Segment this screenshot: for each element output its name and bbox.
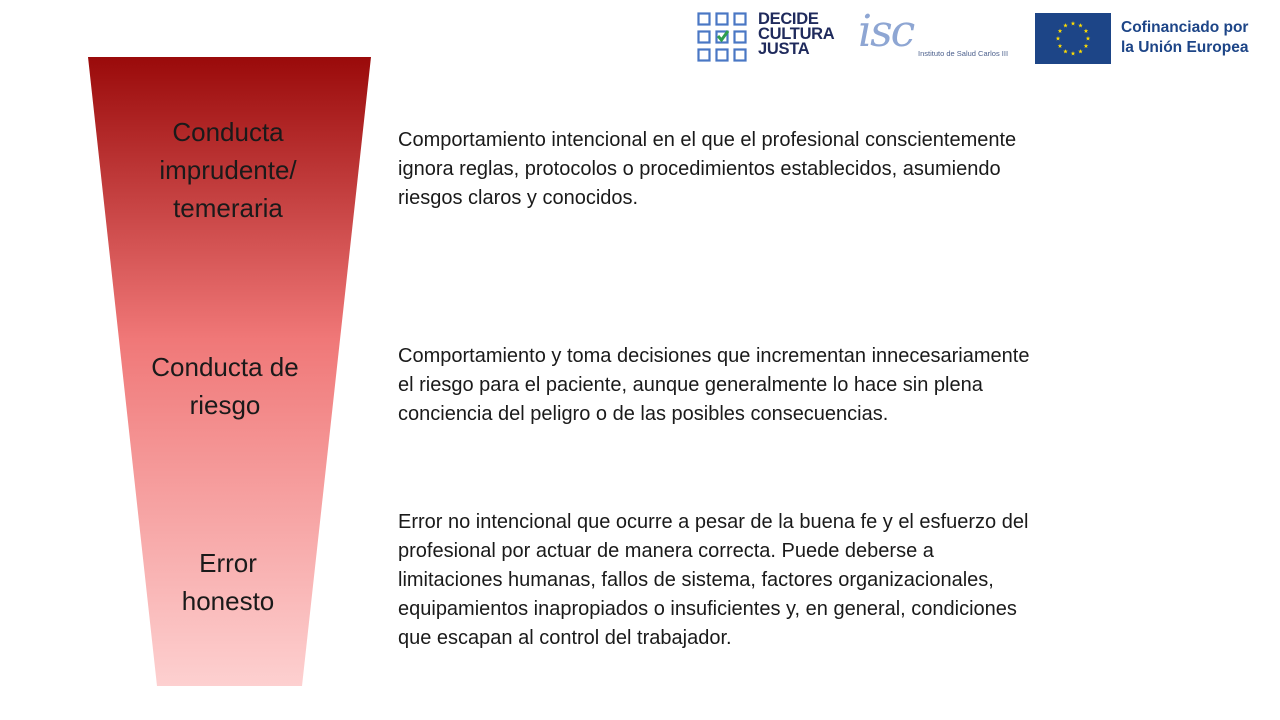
level-label-line: Conducta: [172, 117, 284, 147]
description-line: limitaciones humanas, fallos de sistema, factores organizacionales,: [398, 569, 994, 591]
description-line: ignora reglas, protocolos o procedimientos establecidos, asumiendo: [398, 158, 1001, 180]
description-line: riesgos claros y conocidos.: [398, 187, 639, 209]
description-line: Error no intencional que ocurre a pesar de la buena fe y el esfuerzo del: [398, 511, 1029, 533]
eu-text-line: la Unión Europea: [1121, 39, 1249, 56]
level-label-error-honesto: [128, 544, 328, 620]
description-line: conciencia del peligro o de las posibles consecuencias.: [398, 403, 889, 425]
level-label-line: imprudente/: [159, 155, 297, 185]
description-line: Comportamiento y toma decisiones que incrementan innecesariamente: [398, 345, 1030, 367]
description-conducta-de-riesgo: [398, 342, 1158, 429]
decide-logo-line: DECIDE: [758, 10, 819, 28]
decide-logo-line: CULTURA: [758, 25, 835, 43]
description-line: profesional por actuar de manera correcta. Puede deberse a: [398, 540, 934, 562]
description-line: el riesgo para el paciente, aunque generalmente lo hace sin plena: [398, 374, 983, 396]
description-line: Comportamiento intencional en el que el profesional conscientemente: [398, 129, 1017, 151]
level-label-line: honesto: [181, 586, 275, 616]
level-label-line: riesgo: [189, 390, 261, 420]
description-error-honesto: [398, 508, 1158, 653]
description-line: equipamientos inapropiados o insuficientes y, en general, condiciones: [398, 598, 1017, 620]
level-label-line: Error: [199, 548, 257, 578]
level-label-conducta-de-riesgo: [125, 348, 325, 424]
isc-logo-mark: isc: [858, 6, 914, 57]
isc-logo-subtitle: Instituto de Salud Carlos III: [918, 49, 1009, 58]
level-label-line: Conducta de: [151, 352, 299, 382]
decide-logo-line: JUSTA: [758, 40, 810, 58]
eu-text-line: Cofinanciado por: [1121, 19, 1249, 36]
level-label-conducta-imprudente: [128, 113, 328, 227]
description-line: que escapan al control del trabajador.: [398, 627, 732, 649]
level-label-line: temeraria: [173, 193, 283, 223]
description-conducta-imprudente: [398, 126, 1158, 213]
